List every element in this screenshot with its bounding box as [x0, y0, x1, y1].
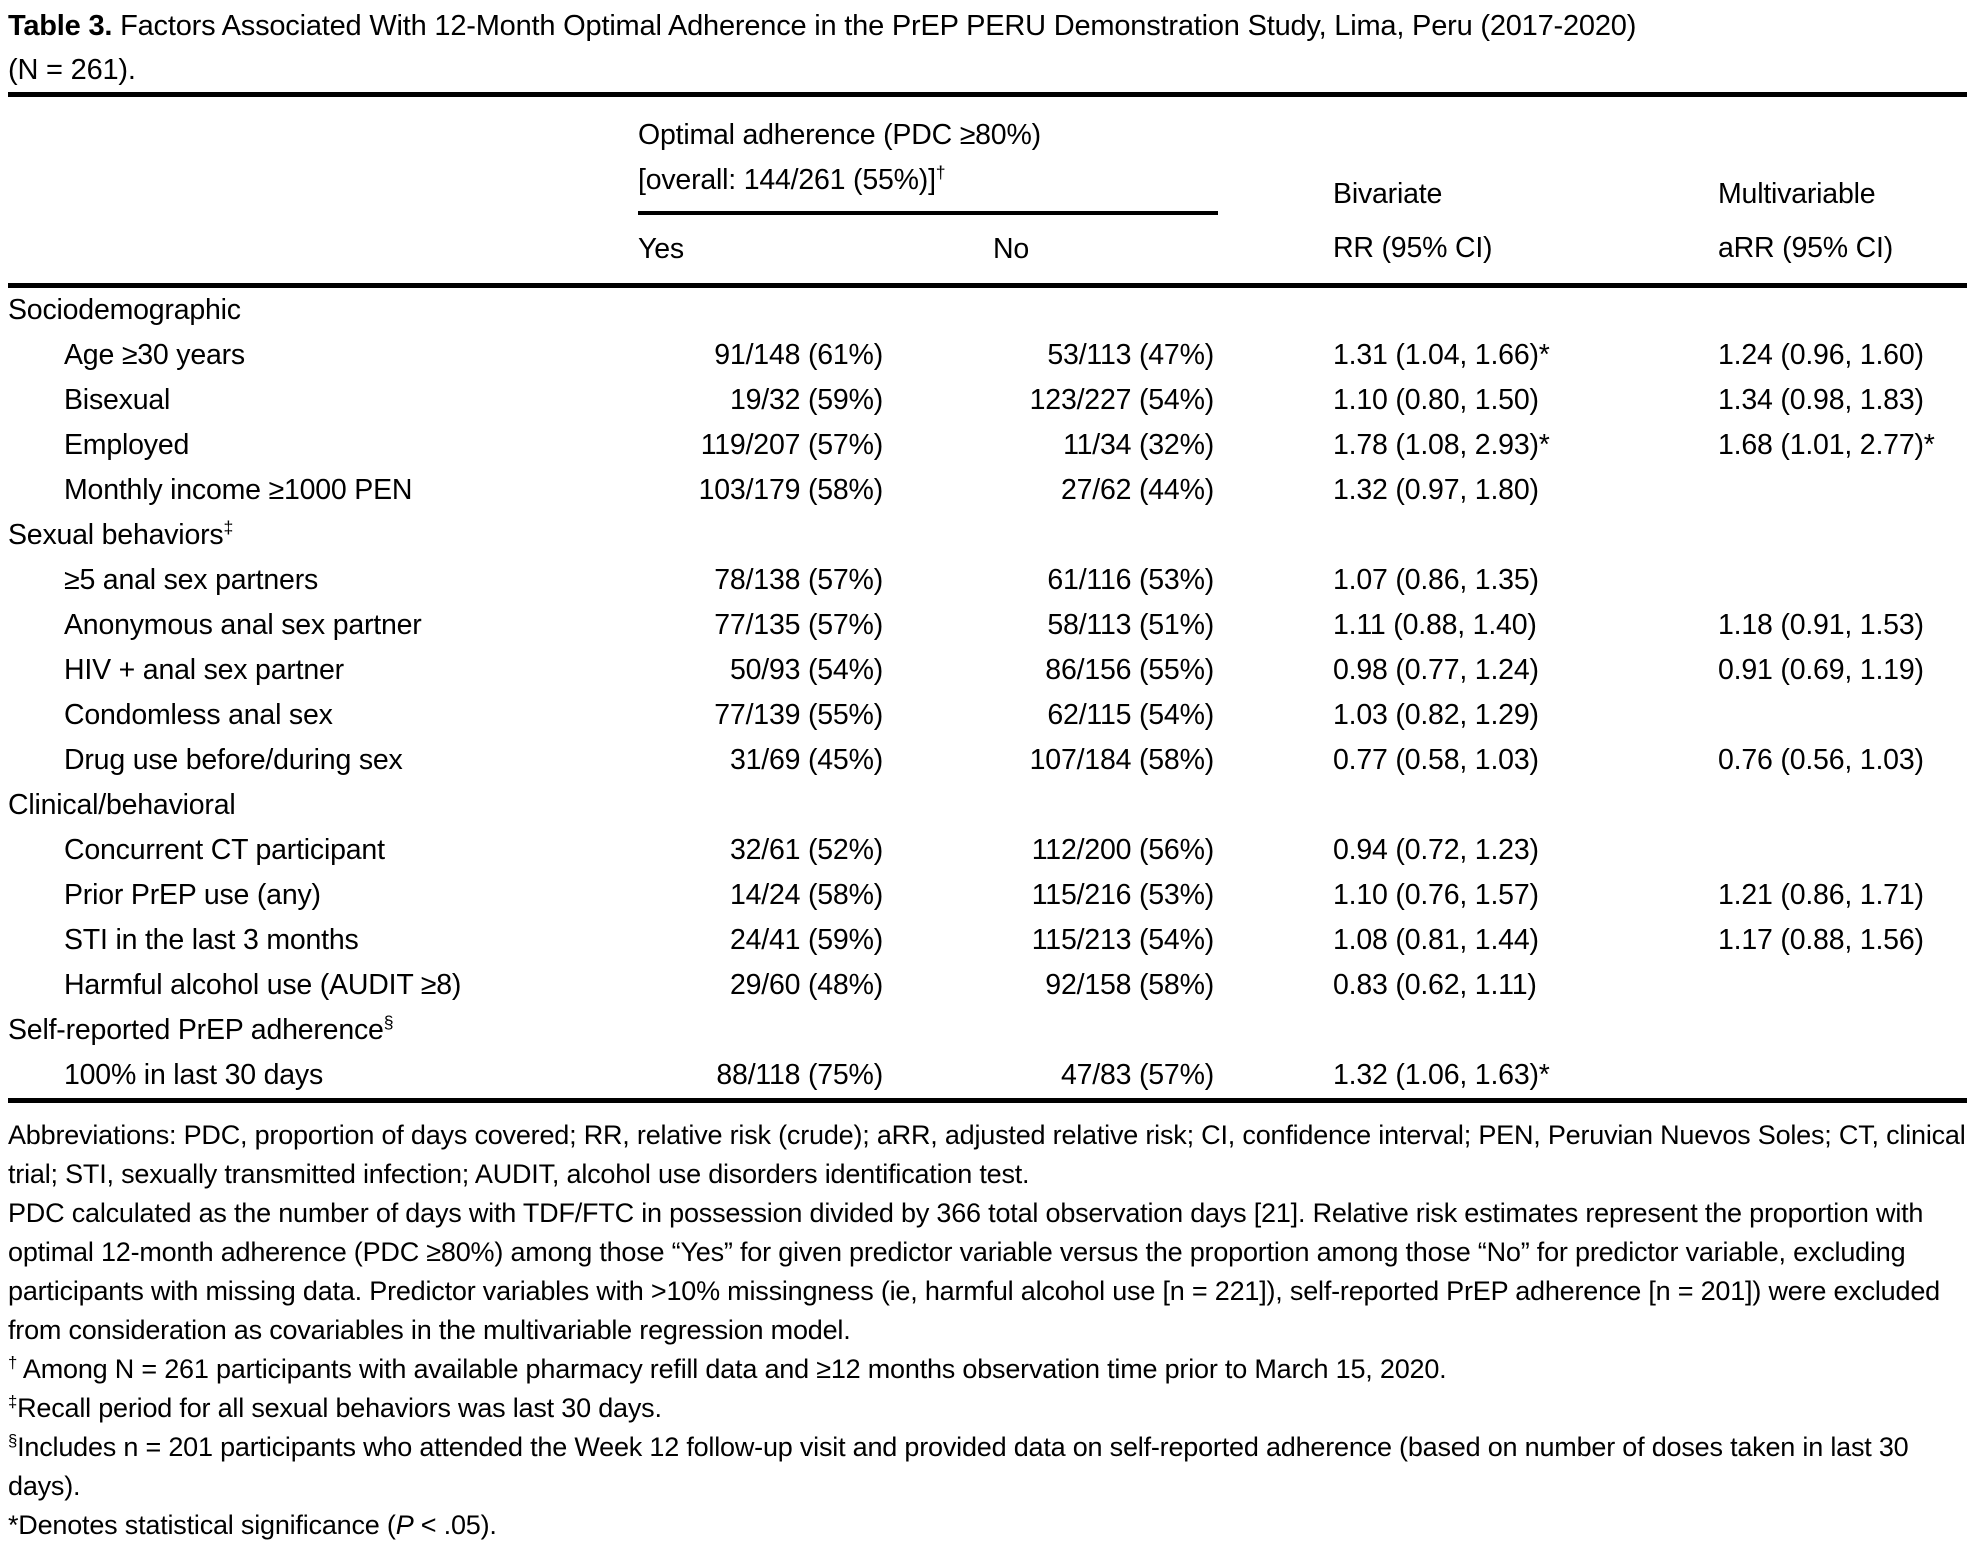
section-label: Clinical/behavioral [8, 789, 236, 821]
row-label: Prior PrEP use (any) [64, 879, 321, 911]
cell-arr [1718, 828, 1967, 873]
row-label: Monthly income ≥1000 PEN [64, 474, 413, 506]
footnote-text: PDC calculated as the number of days with TDF/FTC in possession divided by 366 total observation days [21]. Relative risk estimates represent the proportion with optimal 12-month adherence (PDC ≥80%) among those “Yes” for given predictor variable versus the proportion among those “No” for predictor variable, excluding participants with missing data. Predictor variables with >10% missingness (ie, harmful alcohol use [n = 221]), self-reported PrEP adherence [n = 201]) were excluded from consideration as covariables in the multivariable regression model. [8, 1198, 1940, 1345]
section-label: Sexual behaviors‡ [8, 517, 234, 551]
cell-no: 123/227 (54%) [1029, 384, 1215, 416]
footnotes [8, 1116, 1967, 1545]
cell-arr: 1.68 (1.01, 2.77)* [1718, 429, 1935, 461]
cell-rr [1218, 286, 1718, 334]
cell-rr: 1.07 (0.86, 1.35) [1333, 564, 1539, 596]
cell-arr [1718, 1008, 1967, 1053]
spanner-row [8, 95, 1967, 214]
cell-arr: 1.18 (0.91, 1.53) [1718, 609, 1924, 641]
data-row [8, 423, 1967, 468]
cell-rr: 1.10 (0.80, 1.50) [1333, 384, 1539, 416]
cell-no: 47/83 (57%) [1060, 1059, 1215, 1091]
cell-rr: 1.31 (1.04, 1.66)* [1333, 339, 1550, 371]
footnote-text: P [395, 1510, 414, 1540]
table-title [8, 4, 1967, 92]
cell-rr: 1.08 (0.81, 1.44) [1333, 924, 1539, 956]
spanner-overall-text: [overall: 144/261 (55%)] [638, 164, 936, 196]
row-label: Anonymous anal sex partner [64, 609, 422, 641]
row-label: Age ≥30 years [64, 339, 245, 371]
section-row [8, 513, 1967, 558]
cell-no [888, 286, 1218, 334]
row-label: 100% in last 30 days [64, 1059, 323, 1091]
row-label: ≥5 anal sex partners [64, 564, 319, 596]
cell-yes: 77/135 (57%) [714, 609, 883, 641]
cell-rr: 1.32 (1.06, 1.63)* [1333, 1059, 1550, 1091]
cell-yes: 78/138 (57%) [714, 564, 883, 596]
footnote [8, 1428, 1967, 1506]
cell-arr: 0.91 (0.69, 1.19) [1718, 654, 1924, 686]
footnote-text: < .05). [413, 1510, 497, 1540]
footnote-text: Abbreviations: PDC, proportion of days covered; RR, relative risk (crude); aRR, adjusted relative risk; CI, confidence interval; PEN, Peruvian Nuevos Soles; CT, clinical trial; STI, sexually transmitted infection; AUDIT, alcohol use disorders identification test. [8, 1120, 1966, 1189]
section-row [8, 783, 1967, 828]
cell-arr [1718, 513, 1967, 558]
footnote [8, 1389, 1967, 1428]
section-row [8, 1008, 1967, 1053]
cell-no: 107/184 (58%) [1029, 744, 1215, 776]
cell-no: 62/115 (54%) [1047, 699, 1215, 731]
data-row [8, 828, 1967, 873]
footnote-text: Recall period for all sexual behaviors was last 30 days. [17, 1393, 662, 1423]
cell-no [888, 783, 1218, 828]
cell-arr: 1.17 (0.88, 1.56) [1718, 924, 1924, 956]
footnote [8, 1194, 1967, 1350]
cell-arr [1718, 558, 1967, 603]
cell-no: 112/200 (56%) [1031, 834, 1215, 866]
cell-yes: 103/179 (58%) [698, 474, 883, 506]
cell-yes: 19/32 (59%) [729, 384, 883, 416]
cell-arr [1718, 693, 1967, 738]
cell-yes [638, 1008, 888, 1053]
multivariable-header-line1: Multivariable [1718, 178, 1876, 210]
cell-rr: 0.77 (0.58, 1.03) [1333, 744, 1539, 776]
cell-no: 27/62 (44%) [1060, 474, 1215, 506]
dagger-marker: † [935, 162, 946, 183]
section-label: Self-reported PrEP adherence§ [8, 1012, 394, 1046]
data-row [8, 468, 1967, 513]
cell-yes: 31/69 (45%) [729, 744, 883, 776]
empty-header-cell [8, 213, 638, 286]
cell-yes [638, 286, 888, 334]
footnote [8, 1350, 1967, 1389]
table-caption-n: (N = 261). [8, 54, 136, 86]
no-column-header: No [888, 213, 1218, 286]
data-row [8, 1053, 1967, 1101]
results-table [8, 92, 1967, 1103]
data-row [8, 648, 1967, 693]
optimal-adherence-spanner [638, 95, 1218, 214]
row-label: HIV + anal sex partner [64, 654, 344, 686]
cell-no [888, 513, 1218, 558]
row-label: Drug use before/during sex [64, 744, 403, 776]
row-label: Condomless anal sex [64, 699, 333, 731]
data-row [8, 603, 1967, 648]
data-row [8, 873, 1967, 918]
cell-rr [1218, 1008, 1718, 1053]
title-line-1 [8, 4, 1967, 48]
cell-rr: 1.10 (0.76, 1.57) [1333, 879, 1539, 911]
data-row [8, 693, 1967, 738]
section-row [8, 286, 1967, 334]
cell-arr [1718, 963, 1967, 1008]
cell-rr: 0.98 (0.77, 1.24) [1333, 654, 1539, 686]
bivariate-header-line1: Bivariate [1333, 178, 1443, 210]
yes-column-header: Yes [638, 213, 888, 286]
cell-arr: 1.21 (0.86, 1.71) [1718, 879, 1924, 911]
cell-rr: 1.32 (0.97, 1.80) [1333, 474, 1539, 506]
column-header-row [8, 213, 1967, 286]
cell-arr: 1.24 (0.96, 1.60) [1718, 339, 1924, 371]
cell-no: 53/113 (47%) [1047, 339, 1215, 371]
section-label: Sociodemographic [8, 294, 241, 326]
multivariable-header-line2: aRR (95% CI) [1718, 213, 1967, 286]
empty-header-cell [8, 95, 638, 214]
cell-rr: 1.03 (0.82, 1.29) [1333, 699, 1539, 731]
footnote-marker: ‡ [8, 1392, 18, 1411]
table-header [8, 95, 1967, 286]
footnote-marker: ‡ [223, 517, 234, 538]
row-label: Harmful alcohol use (AUDIT ≥8) [64, 969, 462, 1001]
footnote [8, 1116, 1967, 1194]
cell-arr [1718, 1053, 1967, 1101]
cell-arr: 0.76 (0.56, 1.03) [1718, 744, 1924, 776]
cell-yes [638, 783, 888, 828]
bivariate-header-line2: RR (95% CI) [1218, 213, 1718, 286]
cell-yes [638, 513, 888, 558]
cell-no: 58/113 (51%) [1047, 609, 1215, 641]
cell-yes: 14/24 (58%) [729, 879, 883, 911]
row-label: STI in the last 3 months [64, 924, 359, 956]
data-row [8, 738, 1967, 783]
cell-no: 92/158 (58%) [1045, 969, 1215, 1001]
cell-yes: 50/93 (54%) [729, 654, 883, 686]
cell-yes: 91/148 (61%) [714, 339, 883, 371]
footnote-text: Among N = 261 participants with available pharmacy refill data and ≥12 months observation time prior to March 15, 2020. [17, 1354, 1447, 1384]
cell-yes: 32/61 (52%) [729, 834, 883, 866]
cell-rr [1218, 513, 1718, 558]
data-row [8, 963, 1967, 1008]
cell-no: 86/156 (55%) [1045, 654, 1215, 686]
cell-arr: 1.34 (0.98, 1.83) [1718, 384, 1924, 416]
cell-no: 61/116 (53%) [1047, 564, 1215, 596]
cell-rr: 1.11 (0.88, 1.40) [1333, 609, 1537, 641]
title-line-2 [8, 48, 1967, 92]
data-row [8, 918, 1967, 963]
cell-yes: 119/207 (57%) [700, 429, 883, 461]
footnote-text: *Denotes statistical significance ( [8, 1510, 396, 1540]
table-body [8, 286, 1967, 1101]
cell-yes: 24/41 (59%) [729, 924, 883, 956]
cell-yes: 88/118 (75%) [716, 1059, 883, 1091]
cell-no: 115/213 (54%) [1031, 924, 1215, 956]
spanner-line-1: Optimal adherence (PDC ≥80%) [638, 119, 1041, 151]
cell-no: 11/34 (32%) [1063, 429, 1215, 461]
table-number: Table 3. [8, 10, 113, 42]
cell-arr [1718, 783, 1967, 828]
cell-rr: 0.83 (0.62, 1.11) [1333, 969, 1537, 1001]
cell-rr: 1.78 (1.08, 2.93)* [1333, 429, 1550, 461]
cell-rr [1218, 783, 1718, 828]
cell-arr [1718, 468, 1967, 513]
cell-yes: 77/139 (55%) [714, 699, 883, 731]
footnote-marker: † [8, 1353, 18, 1372]
cell-yes: 29/60 (48%) [729, 969, 883, 1001]
data-row [8, 333, 1967, 378]
data-row [8, 558, 1967, 603]
cell-arr [1718, 286, 1967, 334]
cell-no: 115/216 (53%) [1031, 879, 1215, 911]
cell-rr: 0.94 (0.72, 1.23) [1333, 834, 1539, 866]
footnote-text: Includes n = 201 participants who attended the Week 12 follow-up visit and provided data on self-reported adherence (based on number of doses taken in last 30 days). [8, 1432, 1909, 1501]
data-row [8, 378, 1967, 423]
row-label: Concurrent CT participant [64, 834, 385, 866]
table-caption: Factors Associated With 12-Month Optimal Adherence in the PrEP PERU Demonstration Study, Lima, Peru (2017-2020) [112, 10, 1637, 42]
row-label: Employed [64, 429, 190, 461]
row-label: Bisexual [64, 384, 171, 416]
footnote-marker: § [383, 1012, 394, 1033]
footnote [8, 1506, 1967, 1545]
spanner-line-2 [638, 158, 1218, 203]
cell-no [888, 1008, 1218, 1053]
footnote-marker: § [8, 1431, 18, 1450]
